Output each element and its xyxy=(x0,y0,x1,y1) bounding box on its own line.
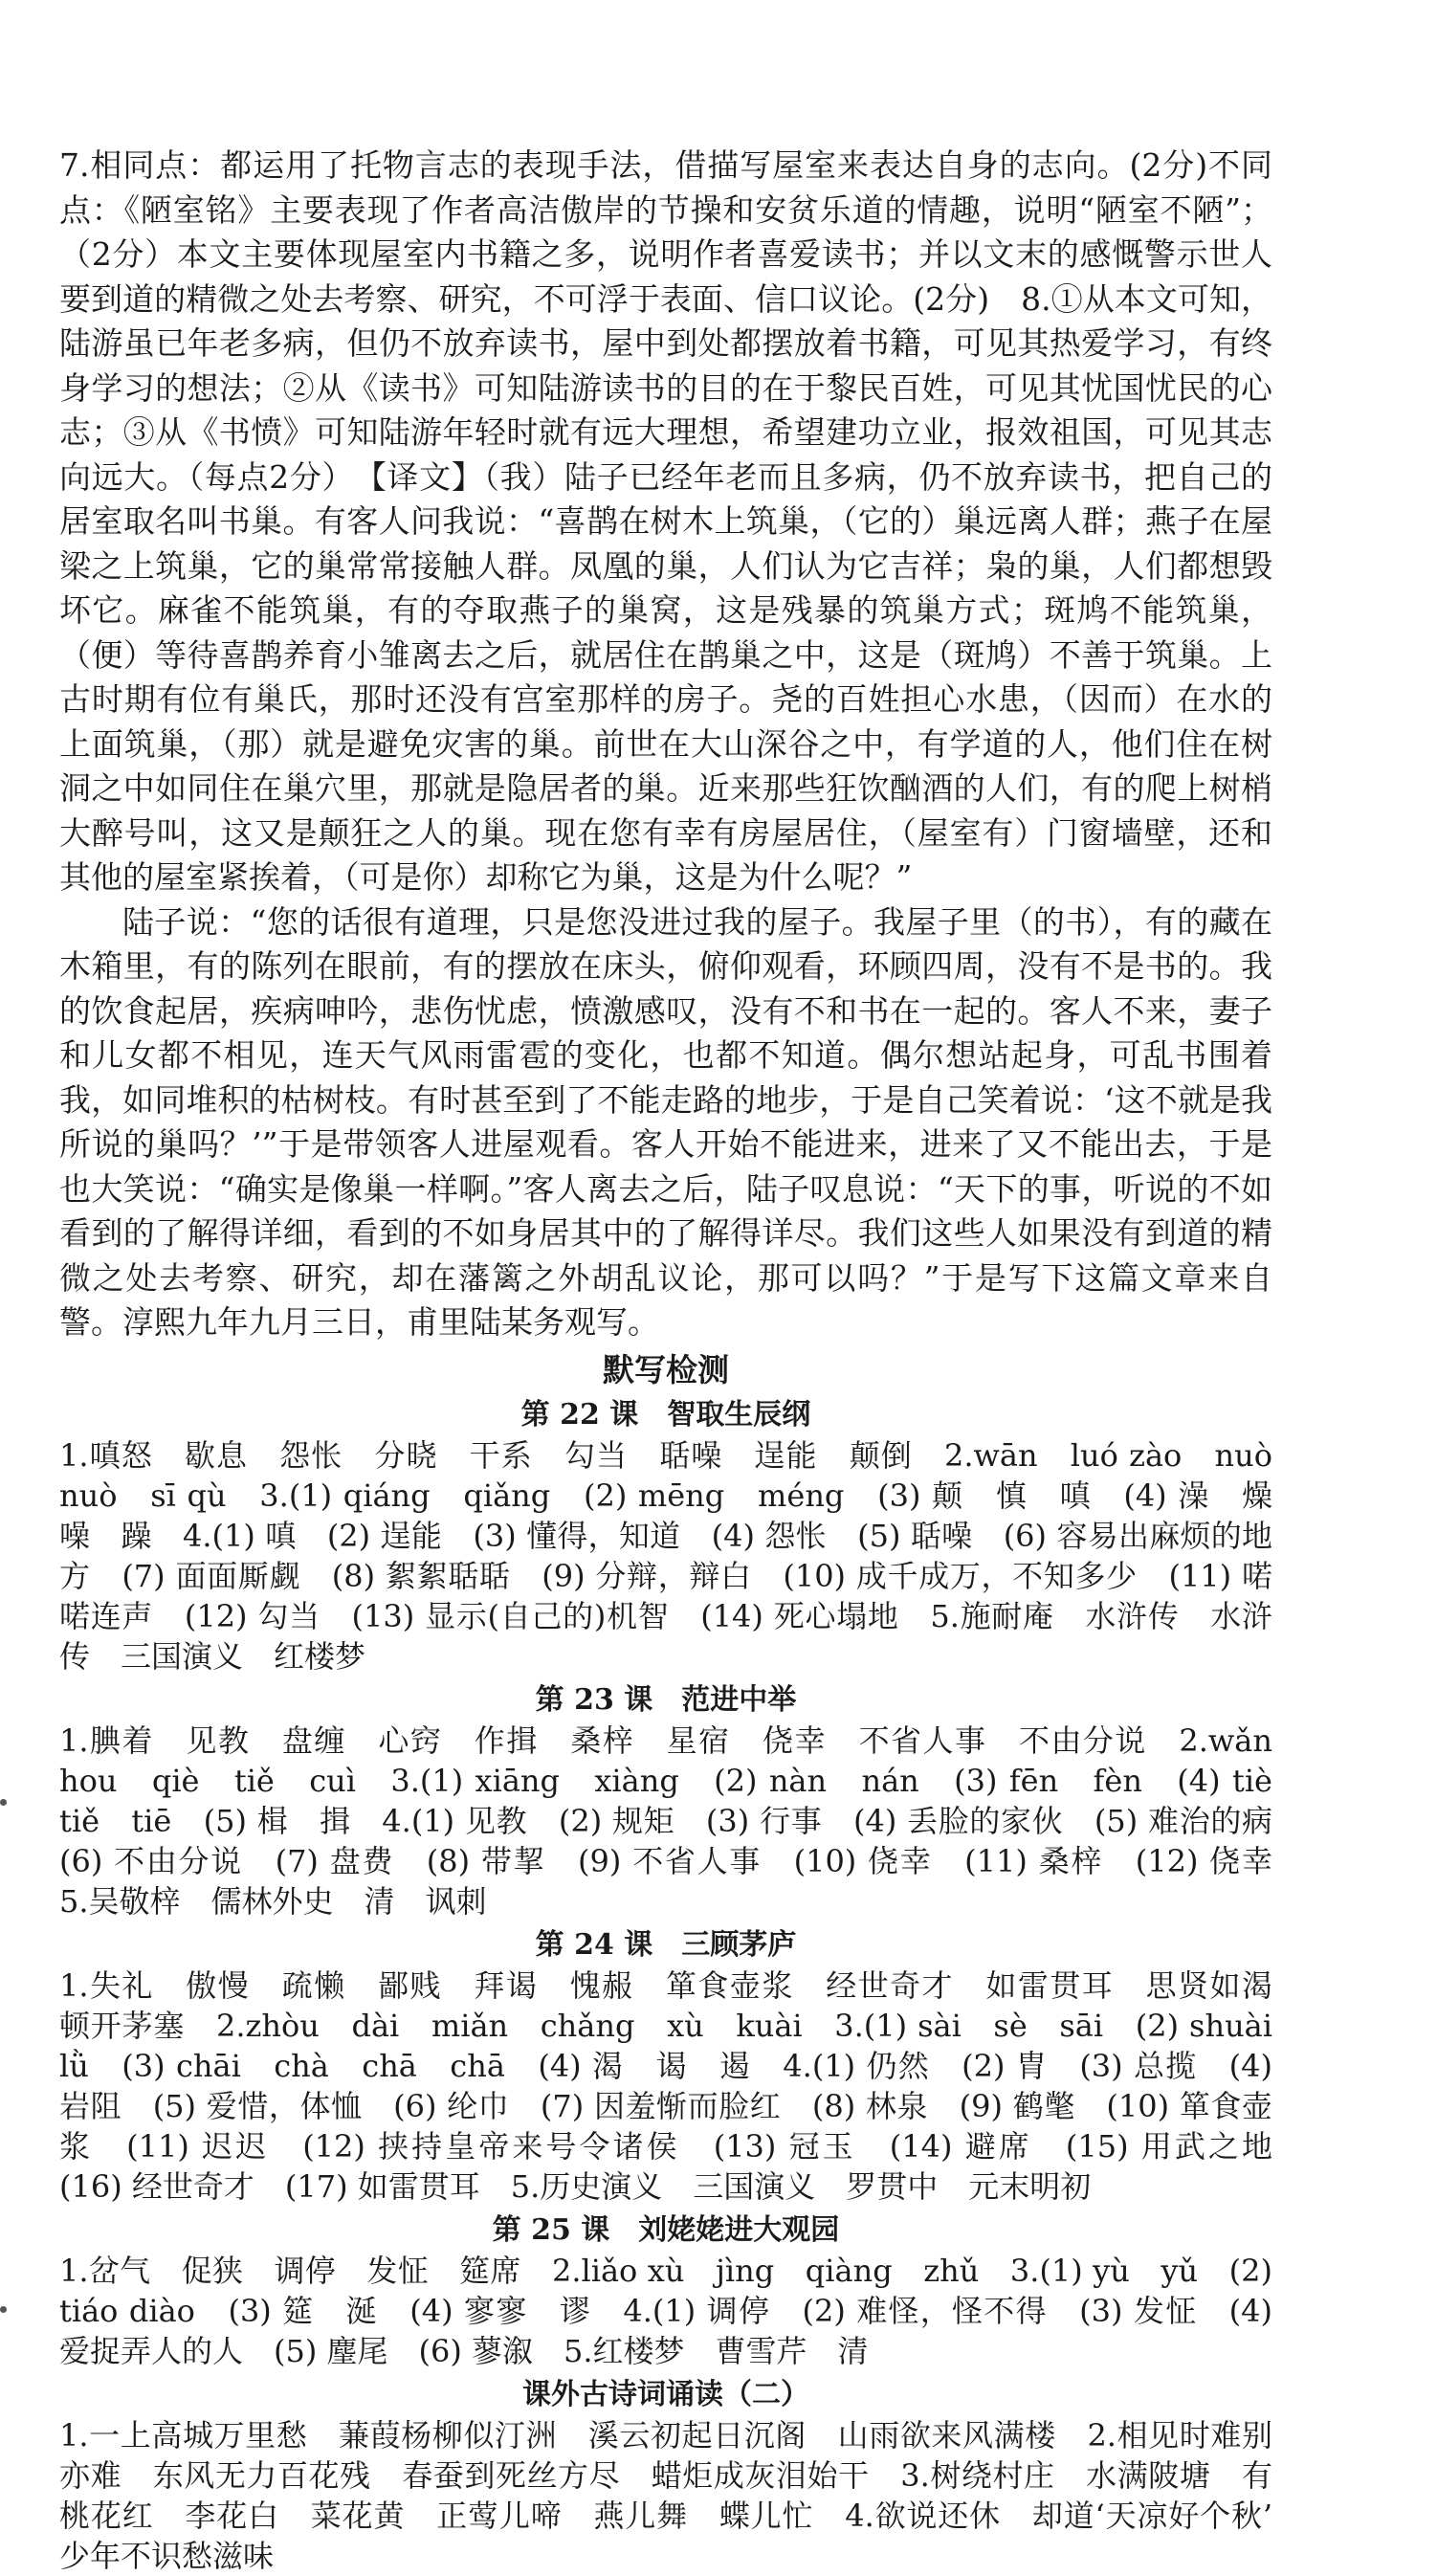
translation-continued: 陆子说：“您的话很有道理，只是您没进过我的屋子。我屋子里（的书），有的藏在木箱里，有的陈列在眼前，有的摆放在床头，俯仰观看，环顾四周，没有不是书的。我的饮食起居，疾病呻吟，悲伤忧虑，愤激感叹，没有不和书在一起的。客人不来，妻子和儿女都不相见，连天气风雨雷雹的变化，也都不知道。偶尔想站起身，可乱书围着我，如同堆积的枯树枝。有时甚至到了不能走路的地步，于是自己笑着说：‘这不就是我所说的巢吗？’”于是带领客人进屋观看。客人开始不能进来，进来了又不能出去，于是也大笑说：“确实是像巢一样啊。”客人离去之后，陆子叹息说：“天下的事，听说的不如看到的了解得详细，看到的不如身居其中的了解得详尽。我们这些人如果没有到道的精微之处去考察、研究，却在藩篱之外胡乱议论，那可以吗？”于是写下这篇文章来自警。淳熙九年九月三日，甫里陆某务观写。 xyxy=(59,902,1272,1341)
dictation-section-title: 默写检测 xyxy=(603,1350,729,1388)
reading-answers xyxy=(59,144,1272,1345)
margin-dot xyxy=(0,2306,7,2313)
extra-poems-answers: 1.一上高城万里愁 蒹葭杨柳似汀洲 溪云初起日沉阁 山雨欲来风满楼 2.相见时难别亦难 东风无力百花残 春蚕到死丝方尽 蜡炬成灰泪始干 3.树绕村庄 水满陂塘 有桃花红 李花白 菜花黄 正莺儿啼 燕儿舞 蝶儿忙 4.欲说还休 却道‘天凉好个秋’ 少年不识愁滋味 xyxy=(59,2416,1304,2574)
lesson-answers: 1.嗔怒 歇息 怨怅 分晓 干系 勾当 聒噪 逞能 颠倒 2.wān luó zào nuò nuò sī qù 3.(1) qiáng qiǎng (2) mēng méng (3) 颠 慎 嗔 (4) 澡 燥 噪 躁 4.(1) 嗔 (2) 逞能 (3) 懂得，知道 (4) 怨怅 (5) 聒噪 (6) 容易出麻烦的地方 (7) 面面厮觑 (8) 絮絮聒聒 (9) 分辩，辩白 (10) 成千成万，不知多少 (11) 喏喏连声 (12) 勾当 (13) 显示(自己的)机智 (14) 死心塌地 5.施耐庵 水浒传 水浒传 三国演义 红楼梦 xyxy=(59,1436,1304,1675)
lesson-title: 第 23 课 范进中举 xyxy=(535,1682,797,1717)
lesson-answers: 1.失礼 傲慢 疏懒 鄙贱 拜谒 愧赧 箪食壶浆 经世奇才 如雷贯耳 思贤如渴 顿开茅塞 2.zhòu dài miǎn chǎng xù kuài 3.(1) sài sè sāi (2) shuài lǜ (3) chāi chà chā chā (4) 渴 谒 遏 4.(1) 仍然 (2) 胄 (3) 总揽 (4) 岩阻 (5) 爱惜，体恤 (6) 纶巾 (7) 因羞惭而脸红 (8) 林泉 (9) 鹤氅 (10) 箪食壶浆 (11) 迟迟 (12) 挟持皇帝来号令诸侯 (13) 冠玉 (14) 避席 (15) 用武之地 (16) 经世奇才 (17) 如雷贯耳 5.历史演义 三国演义 罗贯中 元末明初 xyxy=(59,1966,1304,2205)
lesson-title: 第 22 课 智取生辰纲 xyxy=(520,1397,811,1432)
lesson-title: 第 24 课 三顾茅庐 xyxy=(535,1927,797,1962)
margin-dot xyxy=(0,1799,7,1806)
lesson-title: 第 25 课 刘姥姥进大观园 xyxy=(492,2212,840,2247)
lesson-answers: 1.腆着 见教 盘缠 心窍 作揖 桑梓 星宿 侥幸 不省人事 不由分说 2.wǎn hou qiè tiě cuì 3.(1) xiāng xiàng (2) nàn nán (3) fēn fèn (4) tiè tiě tiē (5) 楫 揖 4.(1) 见教 (2) 规矩 (3) 行事 (4) 丢脸的家伙 (5) 难治的病 (6) 不由分说 (7) 盘费 (8) 带挈 (9) 不省人事 (10) 侥幸 (11) 桑梓 (12) 侥幸 5.吴敬梓 儒林外史 清 讽刺 xyxy=(59,1721,1304,1920)
extra-poems-title: 课外古诗词诵读（二） xyxy=(522,2377,809,2411)
answer-7-8-translation: 7.相同点：都运用了托物言志的表现手法，借描写屋室来表达自身的志向。(2分)不同点：《陋室铭》主要表现了作者高洁傲岸的节操和安贫乐道的情趣，说明“陋室不陋”；（2分）本文主要体现屋室内书籍之多，说明作者喜爱读书；并以文末的感慨警示世人要到道的精微之处去考察、研究，不可浮于表面、信口议论。(2分) 8.①从本文可知，陆游虽已年老多病，但仍不放弃读书，屋中到处都摆放着书籍，可见其热爱学习，有终身学习的想法；②从《读书》可知陆游读书的目的在于黎民百姓，可见其忧国忧民的心志；③从《书愤》可知陆游年轻时就有远大理想，希望建功立业，报效祖国，可见其志向远大。（每点2分） 【译文】（我）陆子已经年老而且多病，仍不放弃读书，把自己的居室取名叫书巢。有客人问我说：“喜鹊在树木上筑巢，（它的）巢远离人群；燕子在屋梁之上筑巢，它的巢常常接触人群。凤凰的巢，人们认为它吉祥；枭的巢，人们都想毁坏它。麻雀不能筑巢，有的夺取燕子的巢窝，这是残暴的筑巢方式；斑鸠不能筑巢，（便）等待喜鹊养育小雏离去之后，就居住在鹊巢之中，这是（斑鸠）不善于筑巢。上古时期有位有巢氏，那时还没有宫室那样的房子。尧的百姓担心水患，（因而）在水的上面筑巢，（那）就是避免灾害的巢。前世在大山深谷之中，有学道的人，他们住在树洞之中如同住在巢穴里，那就是隐居者的巢。近来那些狂饮酗酒的人们，有的爬上树梢大醉号叫，这又是颠狂之人的巢。现在您有幸有房屋居住，（屋室有）门窗墙壁，还和其他的屋室紧挨着，（可是你）却称它为巢，这是为什么呢？” xyxy=(59,146,1272,896)
dictation-lessons xyxy=(59,1395,1304,2576)
lesson-answers: 1.岔气 促狭 调停 发怔 筵席 2.liǎo xù jìng qiàng zhǔ 3.(1) yù yǔ (2) tiáo diào (3) 筵 涎 (4) 寥寥 谬 4.(1) 调停 (2) 难怪，怪不得 (3) 发怔 (4) 爱捉弄人的人 (5) 麈尾 (6) 蓼溆 5.红楼梦 曹雪芹 清 xyxy=(59,2252,1272,2369)
